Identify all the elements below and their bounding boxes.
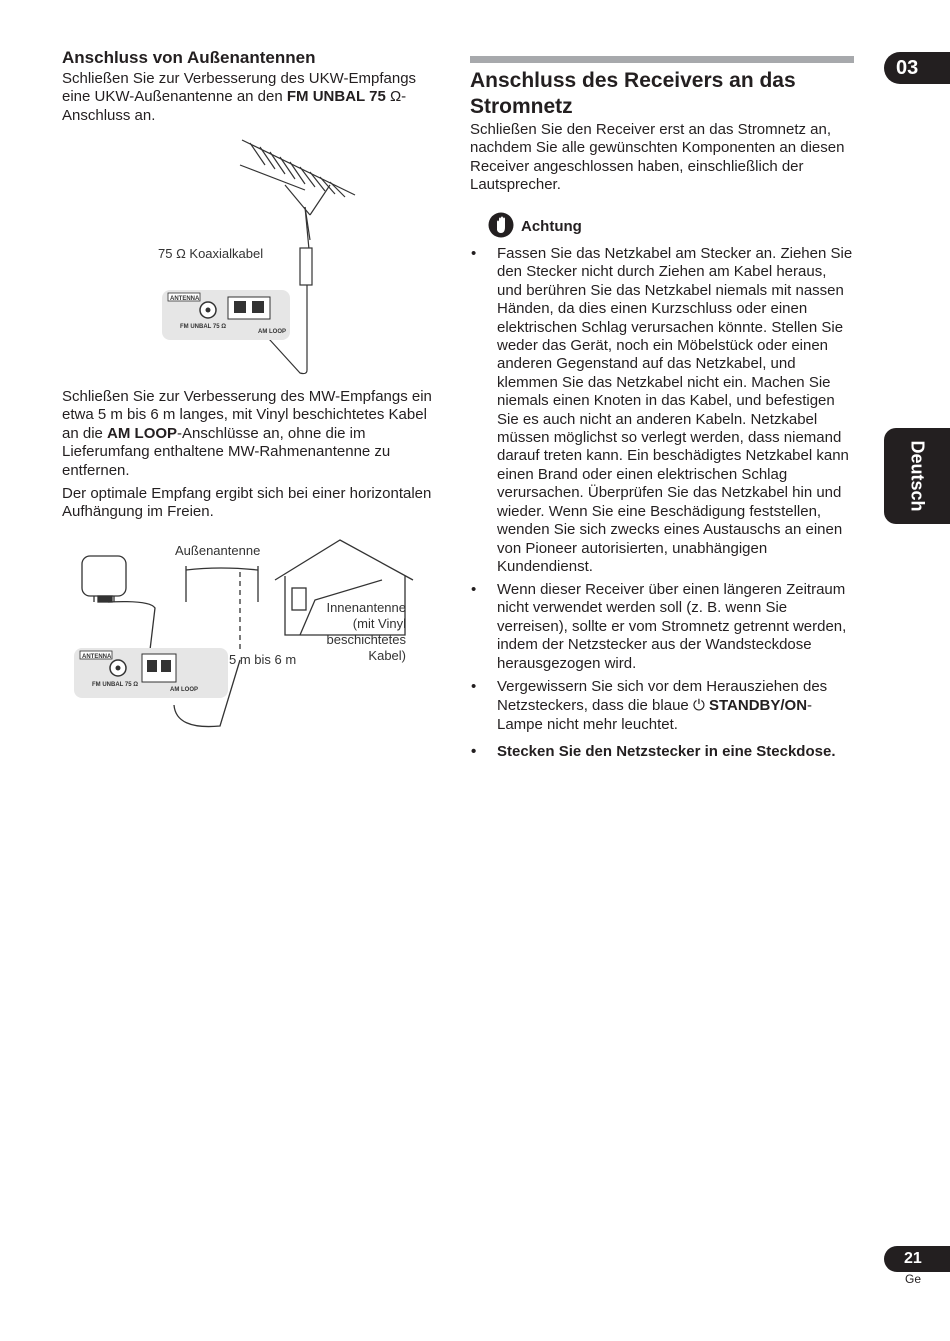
text-line: Lieferumfang enthaltene MW-Rahmenantenne zu <box>62 443 391 461</box>
bullet-dot: • <box>471 581 477 598</box>
paragraph-mw-antenna <box>62 388 452 480</box>
text-line: etwa 5 m bis 6 m langes, mit Vinyl beschichtetes Kabel <box>62 406 427 424</box>
text-line: Vergewissern Sie sich vor dem Herausziehen des <box>497 678 828 695</box>
heading-line: Anschluss des Receivers an das <box>470 69 796 92</box>
final-step-text: Stecken Sie den Netzstecker in eine Steckdose. <box>497 743 836 760</box>
text-span: Netzsteckers, dass die blaue <box>497 697 693 715</box>
text-line: Kundendienst. <box>497 557 593 575</box>
bullet-dot: • <box>471 245 477 262</box>
am-loop-antenna <box>82 556 126 596</box>
text-line: (mit Vinyl <box>352 616 406 631</box>
fm-unbal-term: FM UNBAL 75 <box>286 88 386 106</box>
language-code: Ge <box>905 1272 922 1286</box>
text-line <box>62 425 452 443</box>
loop-cable <box>108 602 155 650</box>
text-line: Lampe nicht mehr leuchtet. <box>497 715 678 733</box>
section-heading-outdoor-antenna: Anschluss von Außenantennen <box>62 48 316 67</box>
bullet-text <box>497 581 854 673</box>
page-number-badge <box>884 1246 950 1272</box>
indoor-antenna-label <box>316 600 406 664</box>
antenna-boom <box>242 140 355 195</box>
panel-antenna-label: ANTENNA <box>82 654 112 660</box>
text-line: wieder. Wenn Sie eine Beschädigung feststellen, <box>497 502 822 520</box>
bullet-dot: • <box>471 743 477 760</box>
text-line: niemals einen Knoten in das Kabel, und befestigen <box>497 392 835 410</box>
panel-antenna-label: ANTENNA <box>170 296 200 302</box>
coax-adapter <box>300 248 312 285</box>
text-line: müssen möglichst so verlegt werden, dass niemand <box>497 429 842 447</box>
text-line: wenden Sie sich zwecks eines Austauschs an einen <box>497 521 843 539</box>
text-line: Sie es auch nicht an anderen Kabeln. Netzkabel <box>497 410 818 428</box>
language-tab <box>884 428 950 524</box>
panel-am-label: AM LOOP <box>258 329 286 335</box>
language-tab-label: Deutsch <box>907 440 928 512</box>
heading-line: Stromnetz <box>470 95 573 118</box>
caution-title: Achtung <box>521 218 582 235</box>
text-line: Fassen Sie das Netzkabel am Stecker an. Ziehen Sie <box>497 245 853 262</box>
bullet-text <box>497 245 854 576</box>
section-heading-power <box>470 68 854 120</box>
text-span: - <box>807 697 813 715</box>
text-line: herausgezogen wird. <box>497 654 637 672</box>
text-line: den Stecker nicht durch Ziehen am Kabel heraus, <box>497 263 827 281</box>
text-line: Schließen Sie den Receiver erst an das Stromnetz an, <box>470 121 832 138</box>
caution-hand-icon <box>488 212 514 238</box>
coax-cable-label: 75 Ω Koaxialkabel <box>158 246 264 261</box>
section-rule <box>470 56 854 63</box>
panel-fm-label: FM UNBAL 75 Ω <box>180 324 227 330</box>
text-line: Lautsprecher. <box>470 176 561 194</box>
am-loop-term: AM LOOP <box>107 424 178 442</box>
chapter-badge <box>884 52 950 84</box>
text-line: Schließen Sie zur Verbesserung des UKW-Empfangs <box>62 70 417 87</box>
text-line: verreisen), sollte er vom Stromnetz getrennt werden, <box>497 617 847 635</box>
house-roof <box>275 540 413 580</box>
text-line: entfernen. <box>62 461 130 479</box>
power-icon: ⏻ <box>692 696 705 715</box>
text-line: elektrischen Schlag verursachen könnte. Stellen Sie <box>497 318 844 336</box>
text-line: Wenn dieser Receiver über einen längeren Zeitraum <box>497 581 846 598</box>
page-number: 21 <box>904 1250 922 1267</box>
text-span: Ω- <box>385 88 407 106</box>
text-line <box>497 696 854 715</box>
text-line: Der optimale Empfang ergibt sich bei einer horizontalen <box>62 485 432 502</box>
panel-am-label: AM LOOP <box>170 687 198 693</box>
text-line: Receiver angeschlossen haben, einschließlich der <box>470 157 804 175</box>
text-line: verursachen. Überprüfen Sie das Netzkabel hin und <box>497 484 842 502</box>
text-line: einen Brand oder einen elektrischen Schlag <box>497 465 788 483</box>
text-line: anderen Gegenstand auf das Netzkabel, und <box>497 355 796 373</box>
text-span: an die <box>62 424 108 442</box>
text-line: weder das Gerät, noch ein Möbelstück oder einen <box>497 337 829 355</box>
text-line: Aufhängung im Freien. <box>62 503 214 521</box>
text-line: nicht verwendet werden soll (z. B. wenn Sie <box>497 599 788 617</box>
text-line: Innenantenne <box>326 600 406 615</box>
paragraph-fm-antenna <box>62 70 452 125</box>
paragraph-power-intro <box>470 121 854 195</box>
text-line <box>62 88 452 106</box>
bullet-text <box>497 678 854 734</box>
text-line: klemmen Sie das Netzkabel nicht ein. Machen Sie <box>497 373 831 391</box>
text-span: eine UKW-Außenantenne an den <box>62 88 287 106</box>
text-line: Schließen Sie zur Verbesserung des MW-Empfangs ein <box>62 388 432 405</box>
text-line: beschichtetes <box>326 632 406 647</box>
text-line: darauf treten kann. Ein beschädigtes Netzkabel kann <box>497 447 849 465</box>
text-line: von Pioneer autorisierten, unabhängigen <box>497 539 768 557</box>
panel-fm-label: FM UNBAL 75 Ω <box>92 682 139 688</box>
paragraph-optimal-reception <box>62 485 452 522</box>
outdoor-wire <box>186 568 258 570</box>
chapter-number: 03 <box>896 57 919 79</box>
text-line: indem der Netzstecker aus der Wandsteckdose <box>497 636 812 654</box>
cable-length-label: 5 m bis 6 m <box>229 652 297 667</box>
bullet-dot: • <box>471 678 477 695</box>
outdoor-antenna-label: Außenantenne <box>175 543 261 558</box>
text-line: und berühren Sie das Netzkabel niemals mit nassen <box>497 281 844 299</box>
standby-on-term: STANDBY/ON <box>704 697 808 715</box>
text-line: nachdem Sie alle gewünschten Komponenten an diesen <box>470 139 845 157</box>
text-line: Kabel) <box>368 648 406 663</box>
text-line: Anschluss an. <box>62 106 156 124</box>
text-span: -Anschlüsse an, ohne die im <box>177 424 366 442</box>
text-line: Händen, da dies einen Kurzschluss oder einen <box>497 300 808 318</box>
